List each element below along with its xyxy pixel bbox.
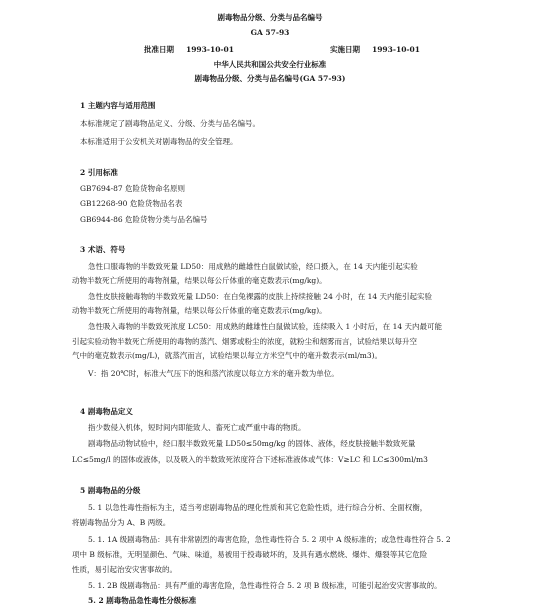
paragraph-line: V：指 20℃时，标准大气压下的饱和蒸汽浓度以每立方米的毫升数为单位。 xyxy=(88,369,339,378)
reference-line: GB6944-86 危险货物分类与品名编号 xyxy=(80,215,208,224)
paragraph-line: 将剧毒物品分为 A、B 两级。 xyxy=(72,518,171,527)
section-1-heading: 1 主题内容与适用范围 xyxy=(80,101,156,110)
paragraph-line: 指少数侵入机体，短时间内即能致人、畜死亡或严重中毒的物质。 xyxy=(88,423,306,432)
reference-line: GB7694-87 危险货物命名原则 xyxy=(80,184,186,193)
approve-label: 批准日期 xyxy=(144,45,174,54)
paragraph-line: 项中 B 级标准，无明显颜色、气味、味道，易被用于投毒破坏的，及具有遇水燃烧、爆炸、爆裂等其它危险 xyxy=(72,550,428,559)
paragraph-line: 急性吸入毒物的半数致死浓度 LC50：用成熟的雌雄性白鼠做试验，连续吸入 1 小时后，在 14 天内最可能 xyxy=(88,322,442,331)
issuer: 中华人民共和国公共安全行业标准 xyxy=(213,60,327,69)
approve-date: 1993-10-01 xyxy=(186,45,234,54)
paragraph-line: 动物半数死亡所使用的毒物剂量，结果以每公斤体重的毫克数表示(mg/kg)。 xyxy=(72,306,327,315)
reference-line: GB12268-90 危险货物品名表 xyxy=(80,199,183,208)
doc-code: GA 57-93 xyxy=(250,28,290,37)
paragraph-line: 引起实验动物半数死亡所使用的毒物的蒸汽、烟雾或粉尘的浓度，就粉尘和烟雾而言，试验结果以每升空 xyxy=(72,337,417,346)
paragraph-line: 5. 1. 1A 级剧毒物品：具有非常剧烈的毒害危险，急性毒性符合 5. 2 项中 A 级标准的；或急性毒性符合 5. 2 xyxy=(88,535,451,544)
paragraph-line: 性质，易引起治安灾害事故的。 xyxy=(72,565,177,574)
paragraph-line: 本标准适用于公安机关对剧毒物品的安全管理。 xyxy=(80,137,238,146)
section-4-heading: 4 剧毒物品定义 xyxy=(80,407,133,416)
paragraph-line: 急性口服毒物的半数致死量 LD50：用成熟的雌雄性白鼠做试验，经口摄入，在 14 天内能引起实验 xyxy=(88,262,418,271)
paragraph-line: 气中的毫克数表示(mg/L)，就蒸汽而言，试验结果以每立方米空气中的毫升数表示(ml/m3)。 xyxy=(72,351,383,360)
effective-date: 1993-10-01 xyxy=(372,45,420,54)
paragraph-line: 5. 1. 2B 级剧毒物品：具有严重的毒害危险，急性毒性符合 5. 2 项 B 级标准，可能引起治安灾害事故的。 xyxy=(88,581,442,590)
paragraph-line: 本标准规定了剧毒物品定义、分级、分类与品名编号。 xyxy=(80,119,260,128)
section-3-heading: 3 术语、符号 xyxy=(80,245,126,254)
section-5-heading: 5 剧毒物品的分级 xyxy=(80,486,141,495)
doc-title: 剧毒物品分级、分类与品名编号 xyxy=(217,13,323,22)
paragraph-line: 剧毒物品动物试验中，经口服半数致死量 LD50≤50mg/kg 的固体、液体，经皮肤接触半数致死量 xyxy=(88,439,416,448)
paragraph-line: 动物半数死亡所使用的毒物剂量，结果以每公斤体重的毫克数表示(mg/kg)。 xyxy=(72,276,327,285)
paragraph-line: LC≤5mg/l 的固体或液体，以及吸入的半数致死浓度符合下述标准液体或气体：V≥LC 和 LC≤300ml/m3 xyxy=(72,455,428,464)
doc-subtitle: 剧毒物品分级、分类与品名编号(GA 57-93) xyxy=(194,74,346,83)
section-2-heading: 2 引用标准 xyxy=(80,168,118,177)
subsection-heading: 5. 2 剧毒物品急性毒性分级标准 xyxy=(88,596,197,605)
paragraph-line: 5. 1 以急性毒性指标为主，适当考虑剧毒物品的理化性质和其它危险性质，进行综合分析、全面权衡， xyxy=(88,503,428,512)
effective-label: 实施日期 xyxy=(330,45,360,54)
paragraph-line: 急性皮肤接触毒物的半数致死量 LD50：在白兔裸露的皮肤上持续接触 24 小时，在 14 天内能引起实验 xyxy=(88,292,433,301)
